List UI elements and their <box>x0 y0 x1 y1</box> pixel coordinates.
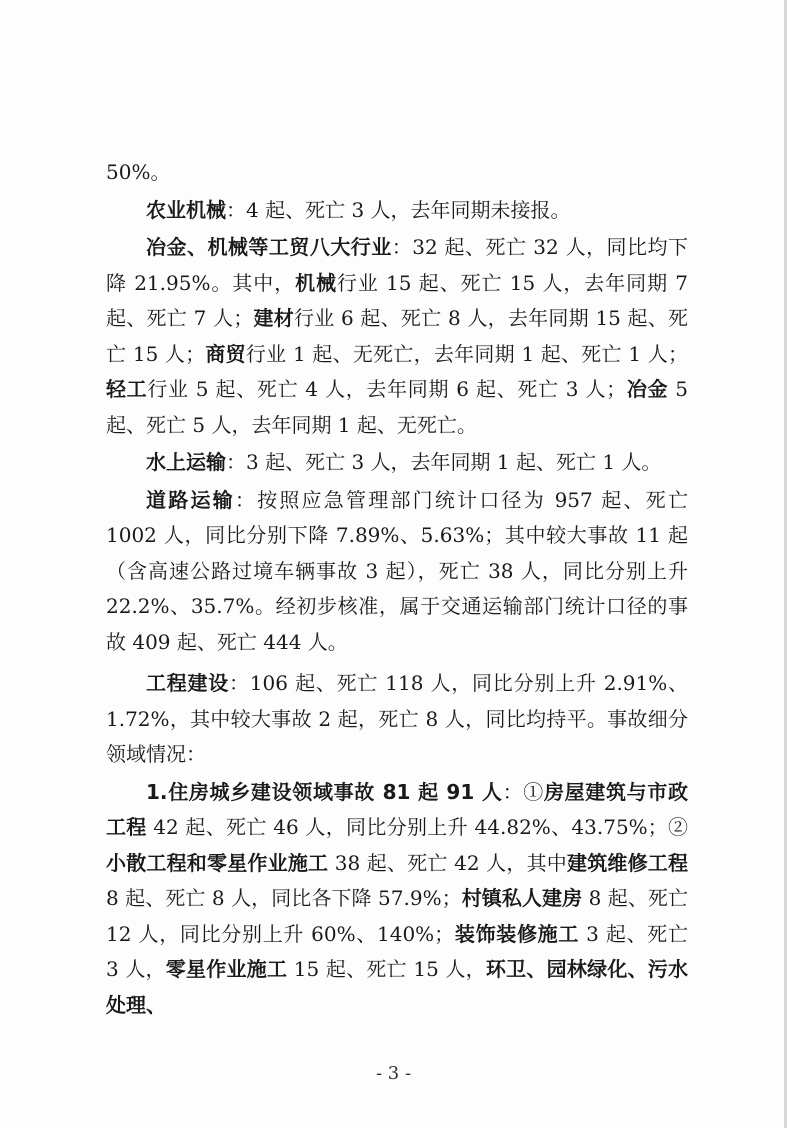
text-industry-trade-2: 行业 15 起、死亡 15 人，去年同期 7 起、死亡 7 人； <box>106 270 688 330</box>
paragraph-agricultural-machinery <box>106 193 688 229</box>
text-housing-7: 15 起、死亡 15 人， <box>287 957 486 981</box>
term-building-municipal: 房屋建筑与市政工程 <box>106 779 689 839</box>
term-sporadic-work: 零星作业施工 <box>165 957 288 981</box>
heading-engineering-construction: 工程建设 <box>146 671 230 695</box>
text-industry-trade-6: 5 起、死亡 5 人，去年同期 1 起、无死亡。 <box>106 377 688 437</box>
paragraph-water-transport <box>106 445 688 481</box>
text-industry-trade-5: 行业 5 起、死亡 4 人，去年同期 6 起、死亡 3 人； <box>147 377 627 401</box>
heading-water-transport: 水上运输 <box>146 450 226 474</box>
text-road-transport: ：按照应急管理部门统计口径为 957 起、死亡 1002 人，同比分别下降 7.89%、5.63%；其中较大事故 11 起（含高速公路过境车辆事故 3 起），死亡 38 人，同比分别上升 22.2%、35.7%。经初步核准，属于交通运输部门统计口径的事故 409 起、死亡 444 人。 <box>106 487 688 654</box>
text-housing-3: 38 起、死亡 42 人，其中 <box>328 850 567 875</box>
term-small-projects: 小散工程和零星作业施工 <box>106 850 329 875</box>
document-body <box>106 155 688 1023</box>
term-building-repair: 建筑维修工程 <box>567 850 689 875</box>
page-number: - 3 - <box>375 1063 412 1084</box>
heading-agricultural-machinery: 农业机械 <box>146 197 226 222</box>
text-industry-trade-3: 行业 6 起、死亡 8 人，去年同期 15 起、死亡 15 人； <box>106 306 688 366</box>
term-metallurgy: 冶金 <box>626 377 669 401</box>
text-water-transport: ：3 起、死亡 3 人，去年同期 1 起、死亡 1 人。 <box>226 450 662 474</box>
term-decoration: 装饰装修施工 <box>454 921 580 946</box>
term-building-materials: 建材 <box>253 306 294 330</box>
text-industry-trade-1: ：32 起、死亡 32 人，同比均下降 21.95%。其中， <box>106 235 688 295</box>
text-housing-1: ：① <box>502 779 544 804</box>
paragraph-housing-construction <box>106 775 688 1024</box>
heading-industry-trade: 冶金、机械等工贸八大行业 <box>146 235 392 259</box>
term-machinery: 机械 <box>295 270 337 295</box>
text-housing-6: 3 起、死亡 3 人， <box>106 921 688 981</box>
heading-housing-construction: 1.住房城乡建设领域事故 81 起 91 人 <box>146 779 503 804</box>
term-private-housing: 村镇私人建房 <box>461 886 583 910</box>
paragraph-continuation <box>106 155 688 191</box>
paragraph-industry-trade <box>106 230 688 443</box>
term-sanitation: 环卫、园林绿化、污水处理、 <box>106 957 689 1017</box>
text-housing-2: 42 起、死亡 46 人，同比分别上升 44.82%、43.75%；② <box>146 815 688 839</box>
text-engineering-construction: ：106 起、死亡 118 人，同比分别上升 2.91%、1.72%，其中较大事故 2 起，死亡 8 人，同比均持平。事故细分领域情况： <box>106 671 689 766</box>
text-housing-5: 8 起、死亡 12 人，同比分别上升 60%、140%； <box>106 886 689 946</box>
continuation-text: 50%。 <box>106 160 171 184</box>
text-industry-trade-4: 行业 1 起、无死亡，去年同期 1 起、死亡 1 人； <box>245 341 688 366</box>
term-commerce: 商贸 <box>205 341 246 366</box>
paragraph-road-transport <box>106 483 688 661</box>
text-agricultural-machinery: ：4 起、死亡 3 人，去年同期未接报。 <box>226 197 571 222</box>
paragraph-engineering-construction <box>106 666 688 773</box>
text-housing-4: 8 起、死亡 8 人，同比各下降 57.9%； <box>106 886 462 910</box>
term-light-industry: 轻工 <box>106 377 148 401</box>
heading-road-transport: 道路运输 <box>146 487 235 512</box>
